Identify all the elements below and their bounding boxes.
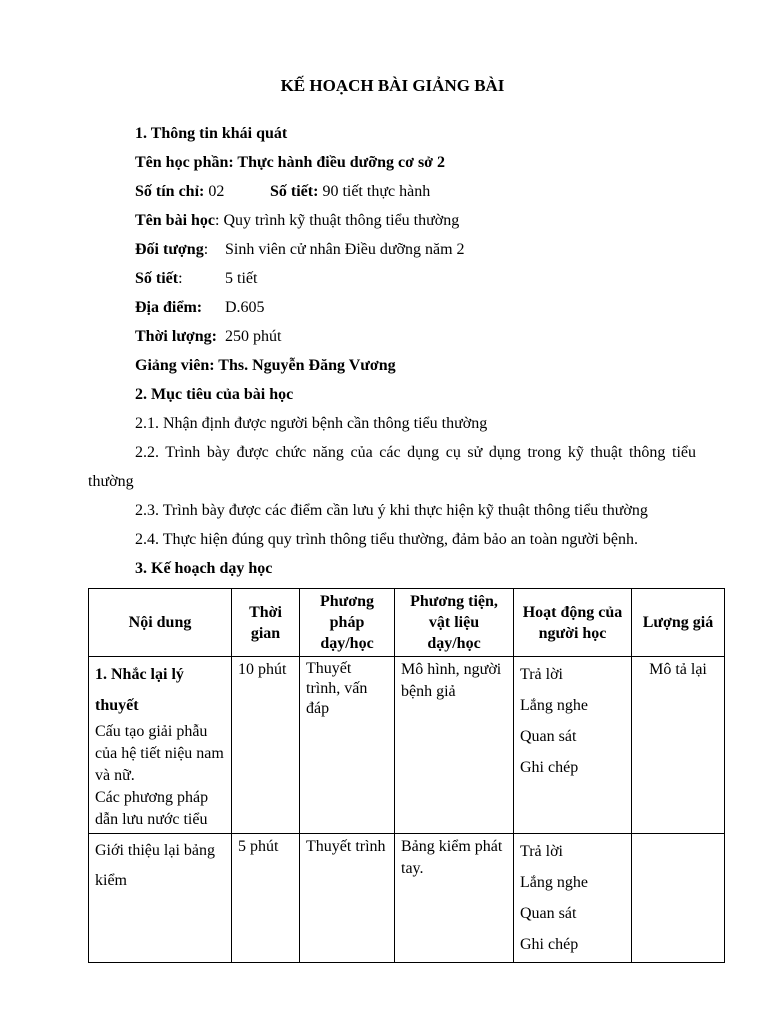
- credits-line: [135, 183, 224, 201]
- lesson-value: : Quy trình kỹ thuật thông tiểu thường: [215, 212, 460, 229]
- lesson-periods-line: [135, 270, 183, 288]
- row1-content-title: 1. Nhắc lại lý thuyết: [95, 666, 184, 714]
- credits-label: Số tín chỉ:: [135, 183, 205, 200]
- row2-method: Thuyết trình: [300, 834, 395, 963]
- lecturer-line: Giảng viên: Ths. Nguyễn Đăng Vương: [135, 357, 396, 374]
- row1-time: 10 phút: [232, 657, 300, 834]
- target-label: Đối tượng: [135, 241, 204, 258]
- lesson-periods-label: Số tiết: [135, 270, 179, 287]
- target-colon: :: [203, 241, 209, 258]
- row2-activity: Trả lời: [520, 843, 563, 860]
- header-activities: Hoạt động của người học: [514, 589, 632, 657]
- objective-3: 2.3. Trình bày được các điểm cần lưu ý khi thực hiện kỹ thuật thông tiểu thường: [135, 502, 648, 519]
- row2-activities-cell: [514, 834, 632, 963]
- row1-content-text-2: Các phương pháp dẫn lưu nước tiểu: [95, 789, 209, 828]
- table-row: [89, 834, 725, 963]
- lesson-periods-value: 5 tiết: [225, 270, 258, 287]
- section-1-heading: 1. Thông tin khái quát: [135, 125, 288, 142]
- header-evaluation: Lượng giá: [632, 589, 725, 657]
- row1-activity: Quan sát: [520, 728, 577, 745]
- periods-value: 90 tiết thực hành: [318, 183, 431, 200]
- lesson-line: [135, 212, 459, 230]
- header-content: Nội dung: [89, 589, 232, 657]
- page-title: KẾ HOẠCH BÀI GIẢNG BÀI: [280, 76, 505, 95]
- lesson-periods-colon: :: [178, 270, 183, 287]
- row1-activity: Trả lời: [520, 666, 563, 683]
- header-materials: Phương tiện, vật liệu dạy/học: [395, 589, 514, 657]
- section-2-heading: 2. Mục tiêu của bài học: [135, 386, 294, 403]
- location-value: D.605: [225, 299, 265, 316]
- row1-method: Thuyết trình, vấn đáp: [300, 657, 395, 834]
- duration-label: Thời lượng:: [135, 328, 218, 345]
- teaching-plan-table: [88, 588, 725, 963]
- location-label: Địa điểm:: [135, 299, 203, 316]
- row1-activities-cell: [514, 657, 632, 834]
- target-line: [135, 241, 208, 259]
- row1-activity: Ghi chép: [520, 759, 579, 776]
- objective-4: 2.4. Thực hiện đúng quy trình thông tiểu thường, đảm bảo an toàn người bệnh.: [135, 531, 639, 548]
- objective-2-line-1: 2.2. Trình bày được chức năng của các dụng cụ sử dụng trong kỹ thuật thông tiểu: [135, 444, 696, 461]
- periods-line: [270, 183, 430, 201]
- objective-2-line-2: thường: [88, 473, 134, 490]
- row1-content-cell: [89, 657, 232, 834]
- header-time: Thời gian: [232, 589, 300, 657]
- target-value: Sinh viên cử nhân Điều dưỡng năm 2: [225, 241, 465, 258]
- table-header-row: [89, 589, 725, 657]
- row2-materials: Bảng kiểm phát tay.: [395, 834, 514, 963]
- row2-content: Giới thiệu lại bảng kiểm: [89, 834, 232, 963]
- lesson-label: Tên bài học: [135, 212, 216, 229]
- row1-evaluation: Mô tả lại: [632, 657, 725, 834]
- section-3-heading: 3. Kế hoạch dạy học: [135, 560, 273, 577]
- periods-label: Số tiết:: [270, 183, 319, 200]
- header-method: Phương pháp dạy/học: [300, 589, 395, 657]
- row2-activity: Lắng nghe: [520, 874, 588, 891]
- course-name: Tên học phần: Thực hành điều dưỡng cơ sở 2: [135, 154, 446, 171]
- row2-evaluation: [632, 834, 725, 963]
- credits-value: 02: [204, 183, 225, 200]
- objective-1: 2.1. Nhận định được người bệnh cần thông tiểu thường: [135, 415, 488, 432]
- table-row: [89, 657, 725, 834]
- duration-value: 250 phút: [225, 328, 282, 345]
- row1-activity: Lắng nghe: [520, 697, 588, 714]
- row1-materials: Mô hình, người bệnh giả: [395, 657, 514, 834]
- row2-activity: Ghi chép: [520, 936, 579, 953]
- row1-content-text-1: Cấu tạo giải phẫu của hệ tiết niệu nam và nữ.: [95, 723, 224, 784]
- row2-time: 5 phút: [232, 834, 300, 963]
- row2-activity: Quan sát: [520, 905, 577, 922]
